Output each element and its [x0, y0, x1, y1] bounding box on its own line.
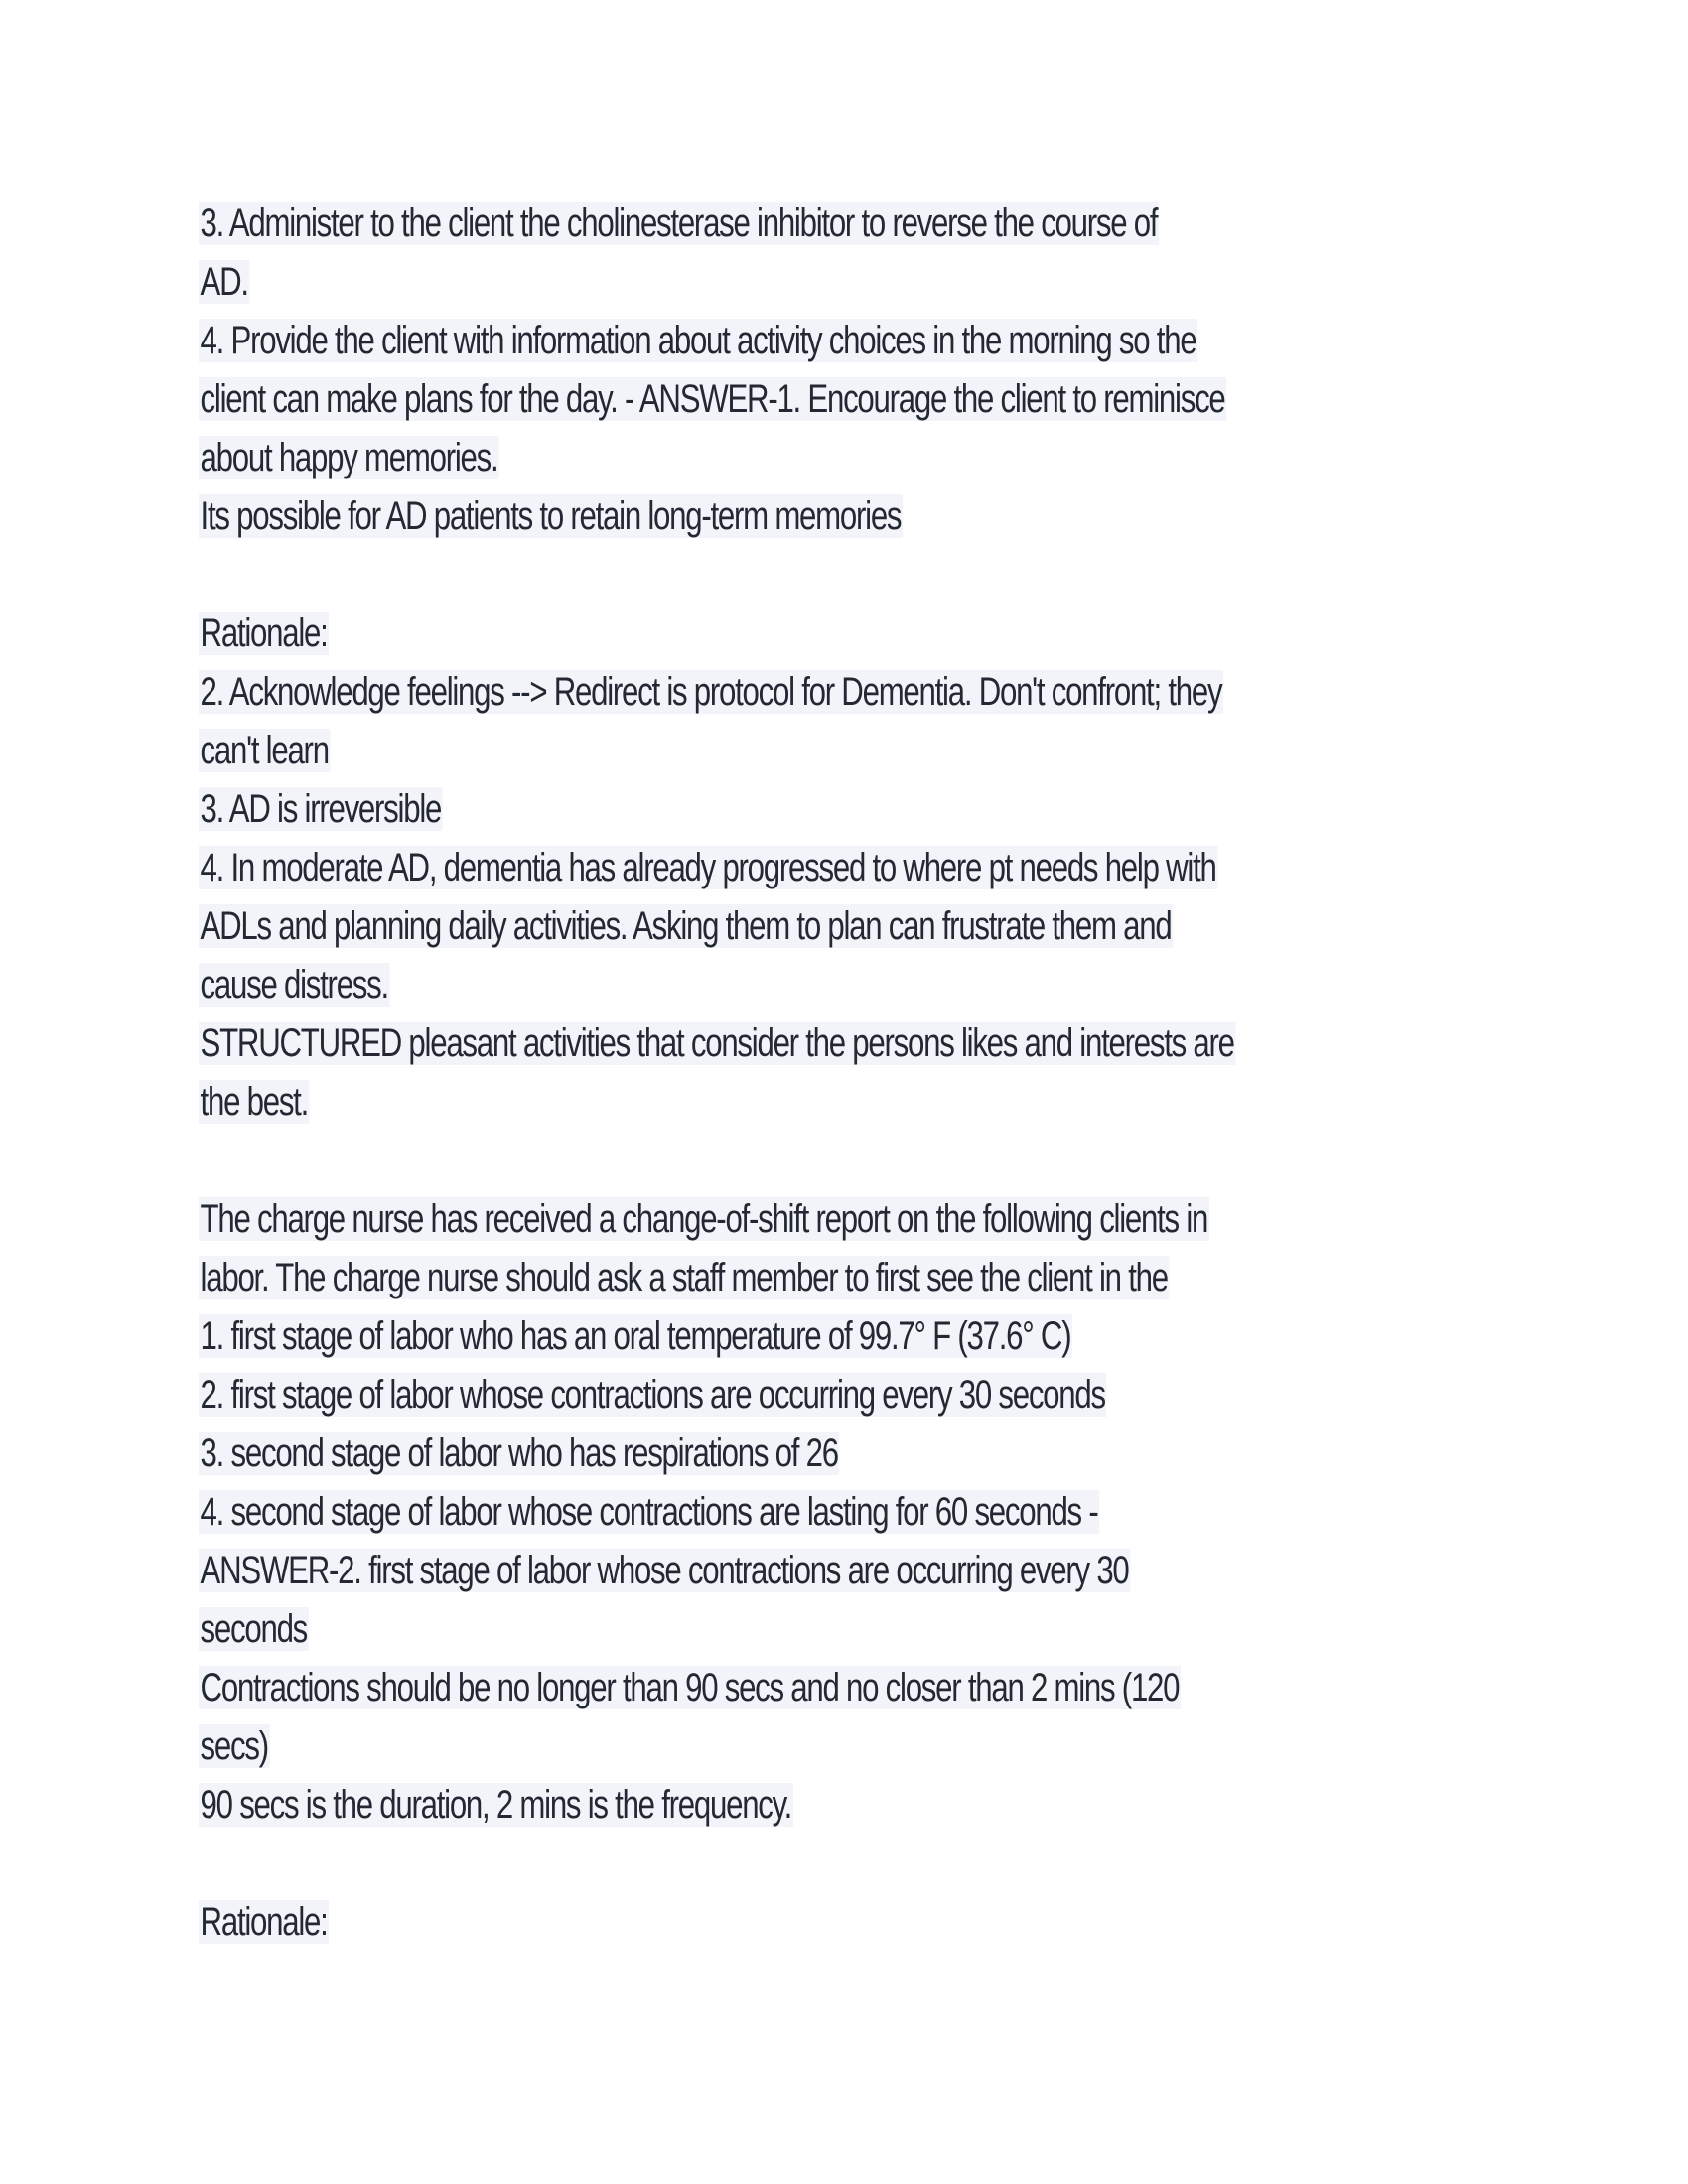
question-text: The charge nurse has received a change-of-shift report on the following clients in: [200, 1197, 1208, 1241]
document-body: [199, 195, 1499, 1952]
text-line: 3. Administer to the client the cholinesterase inhibitor to reverse the course of: [200, 202, 1158, 245]
text-line: Its possible for AD patients to retain long-term memories: [200, 494, 902, 538]
blank-line: [199, 1132, 1499, 1190]
text-line: 2. Acknowledge feelings --> Redirect is protocol for Dementia. Don't confront; they: [200, 670, 1222, 714]
text-line: 3. AD is irreversible: [200, 787, 442, 831]
question-text: labor. The charge nurse should ask a staff member to first see the client in the: [200, 1256, 1168, 1299]
blank-line: [199, 1835, 1499, 1893]
answer-option: 2. first stage of labor whose contractions are occurring every 30 seconds: [200, 1373, 1105, 1417]
text-line: AD.: [200, 260, 248, 304]
answer-text: ANSWER-2. first stage of labor whose contractions are occurring every 30: [200, 1549, 1129, 1592]
text-line: ADLs and planning daily activities. Asking them to plan can frustrate them and: [200, 904, 1172, 948]
blank-line: [199, 546, 1499, 605]
text-line: STRUCTURED pleasant activities that consider the persons likes and interests are: [200, 1022, 1234, 1065]
answer-option: 4. second stage of labor whose contractions are lasting for 60 seconds -: [200, 1490, 1098, 1534]
text-line: Contractions should be no longer than 90 secs and no closer than 2 mins (120: [200, 1666, 1180, 1709]
text-line: about happy memories.: [200, 436, 498, 479]
answer-option: 3. second stage of labor who has respirations of 26: [200, 1432, 838, 1475]
answer-option: 1. first stage of labor who has an oral temperature of 99.7° F (37.6° C): [200, 1314, 1071, 1358]
text-line: can't learn: [200, 729, 329, 772]
text-line: client can make plans for the day. - ANSWER-1. Encourage the client to reminisce: [200, 377, 1225, 421]
text-line: cause distress.: [200, 963, 388, 1007]
text-line: 90 secs is the duration, 2 mins is the frequency.: [200, 1783, 792, 1827]
section-heading: Rationale:: [200, 612, 328, 655]
text-line: the best.: [200, 1080, 309, 1124]
text-line: 4. Provide the client with information about activity choices in the morning so the: [200, 319, 1196, 362]
text-line: secs): [200, 1724, 268, 1768]
text-line: 4. In moderate AD, dementia has already progressed to where pt needs help with: [200, 846, 1216, 889]
section-heading: Rationale:: [200, 1900, 328, 1944]
answer-text: seconds: [200, 1607, 308, 1651]
